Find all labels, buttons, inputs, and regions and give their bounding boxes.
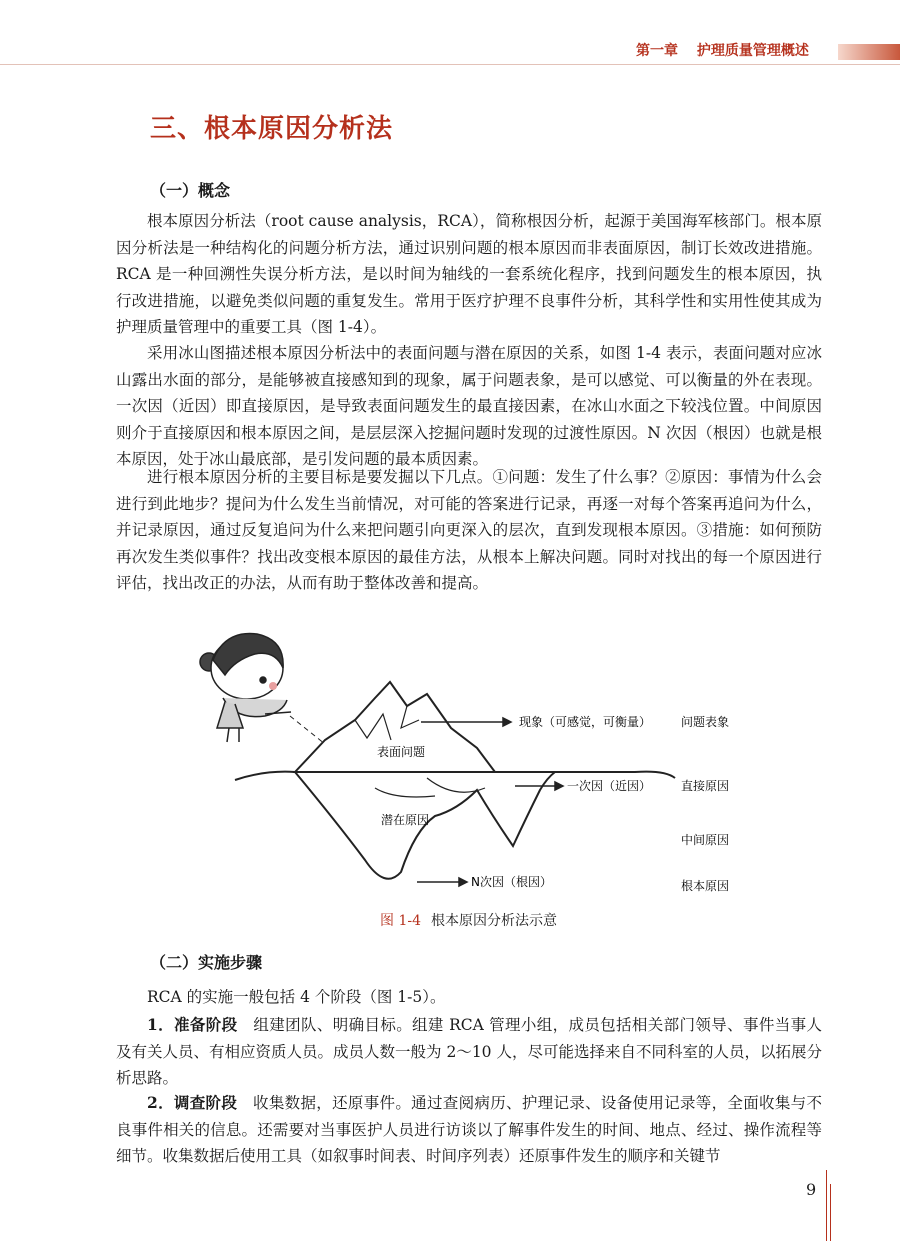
label-root-cause: 根本原因 xyxy=(681,879,730,893)
page-number: 9 xyxy=(806,1180,817,1199)
header-title: 护理质量管理概述 xyxy=(696,43,809,59)
paragraph-goals: 进行根本原因分析的主要目标是要发掘以下几点。①问题：发生了什么事？②原因：事情为什么会进行到此地步？提问为什么发生当前情况，对可能的答案进行记录，再逐一对每个答案再追问为什么，并记录原因，通过反复追问为什么来把问题引向更深入的层次，直到发现根本原因。③措施：如何预防再次发生类似事件？找出改变根本原因的最佳方法，从根本上解决问题。同时对找出的每一个原因进行评估，找出改正的办法，从而有助于整体改善和提高。 xyxy=(116,468,822,592)
label-latent-cause: 潜在原因 xyxy=(381,813,430,827)
label-first-cause: 一次因（近因） xyxy=(567,779,652,793)
header-divider xyxy=(0,64,900,65)
label-intermediate-cause: 中间原因 xyxy=(681,833,730,847)
arrowhead-first-cause xyxy=(555,782,563,790)
figure-caption-text: 根本原因分析法示意 xyxy=(431,913,557,929)
section-title: 三、根本原因分析法 xyxy=(150,114,394,144)
subsection-concept-title: （一）概念 xyxy=(150,181,231,200)
paragraph-iceberg: 采用冰山图描述根本原因分析法中的表面问题与潜在原因的关系，如图 1-4 表示，表面问题对应冰山露出水面的部分，是能够被直接感知到的现象，属于问题表象，是可以感觉、可以衡量的外在表现。一次因（近因）即直接原因，是导致表面问题发生的最直接因素，在冰山水面之下较浅位置。中间原因则介于直接原因和根本原因之间，是层层深入挖掘问题时发现的过渡性原因。N 次因（根因）也就是根本原因，处于冰山最底部，是引发问题的最本质因素。 xyxy=(116,344,822,468)
figure-caption xyxy=(380,910,557,930)
label-phenomenon: 现象（可感觉，可衡量） xyxy=(519,715,652,729)
label-n-cause: N次因（根因） xyxy=(471,875,552,889)
header-decoration-bar xyxy=(838,44,900,60)
label-problem-appearance: 问题表象 xyxy=(681,715,730,729)
label-direct-cause: 直接原因 xyxy=(681,779,730,793)
arrowhead-root-cause xyxy=(459,878,467,886)
paragraph-definition: 根本原因分析法（root cause analysis，RCA），简称根因分析，起源于美国海军核部门。根本原因分析法是一种结构化的问题分析方法，通过识别问题的根本原因而非表面原因，制订长效改进措施。RCA 是一种回溯性失误分析方法，是以时间为轴线的一套系统化程序，找到问题发生的根本原因，执行改进措施，以避免类似问题的重复发生。常用于医疗护理不良事件分析，其科学性和实用性使其成为护理质量管理中的重要工具（图 1-4）。 xyxy=(116,212,822,336)
paragraph-step-2 xyxy=(116,1090,822,1170)
page-rule-secondary xyxy=(830,1184,831,1241)
step-1-label: 1．准备阶段 xyxy=(147,1015,238,1034)
figure-number: 图 1-4 xyxy=(380,913,421,929)
label-surface-problem: 表面问题 xyxy=(377,745,426,759)
subsection-steps-title: （二）实施步骤 xyxy=(150,953,263,972)
step-1-text: 组建团队、明确目标。组建 RCA 管理小组，成员包括相关部门领导、事件当事人及有关人员、有相应资质人员。成员人数一般为 2～10 人，尽可能选择来自不同科室的人员，以拓展分析思路。 xyxy=(116,1016,822,1087)
step-2-label: 2．调查阶段 xyxy=(147,1093,238,1112)
iceberg-figure xyxy=(195,620,775,910)
arrowhead-phenomenon xyxy=(503,718,511,726)
step-2-text: 收集数据，还原事件。通过查阅病历、护理记录、设备使用记录等，全面收集与不良事件相关的信息。还需要对当事医护人员进行访谈以了解事件发生的时间、地点、经过、操作流程等细节。收集数据后使用工具（如叙事时间表、时间序列表）还原事件发生的顺序和关键节 xyxy=(116,1094,822,1165)
girl-illustration xyxy=(200,634,291,742)
header-chapter: 第一章 xyxy=(636,43,678,59)
paragraph-steps-intro: RCA 的实施一般包括 4 个阶段（图 1-5）。 xyxy=(147,988,446,1006)
page-rule xyxy=(826,1170,827,1241)
running-header xyxy=(636,40,809,60)
paragraph-step-1 xyxy=(116,1012,822,1092)
